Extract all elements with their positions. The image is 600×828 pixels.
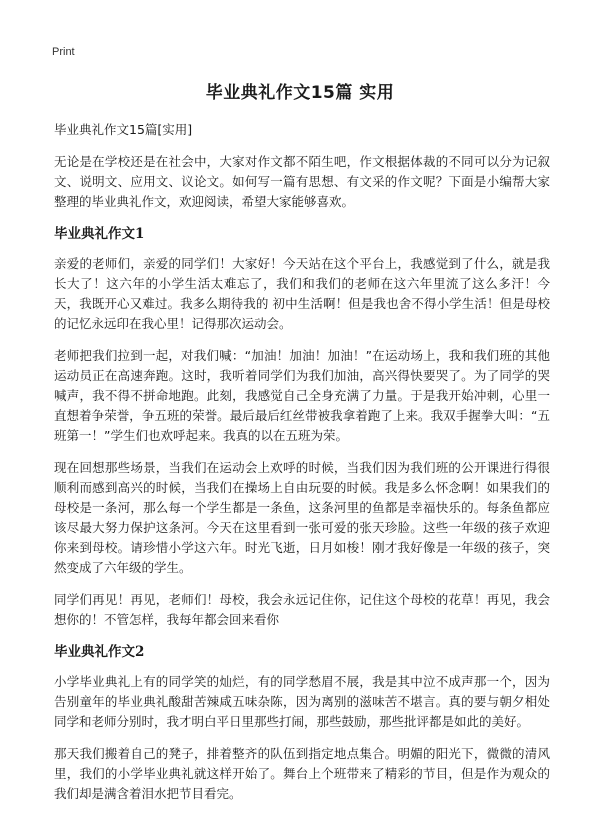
section-1-paragraph-2: 老师把我们拉到一起，对我们喊：“加油！加油！加油！”在运动场上，我和我们班的其他运动员正在高速奔跑。这时，我听着同学们为我们加油，高兴得快要哭了。为了同学的哭喊声，我不得不拼命地跑。此刻，我感觉自己全身充满了力量。于是我开始冲刺，心里一直想着争荣誉，争五班的荣誉。最后最后红丝带被我拿着跑了上来。我双手握拳大叫：“五班第一！”学生们也欢呼起来。我真的以在五班为荣。 [54, 348, 550, 443]
section-2-paragraph-1: 小学毕业典礼上有的同学笑的灿烂，有的同学愁眉不展，我是其中泣不成声那一个，因为告别童年的毕业典礼酸甜苦辣咸五味杂陈，因为离别的滋味苦不堪言。真的要与朝夕相处同学和老师分别时，我才明白平日里那些打闹，那些鼓励，那些批评都是如此的美好。 [54, 674, 550, 729]
section-1-paragraph-3: 现在回想那些场景，当我们在运动会上欢呼的时候，当我们因为我们班的公开课进行得很顺利而感到高兴的时候，当我们在操场上自由玩耍的时候。我是多么怀念啊！如果我们的母校是一条河，那么每一个学生都是一条鱼，这条河里的鱼都是幸福快乐的。每条鱼都应该尽最大努力保护这条河。今天在这里看到一张可爱的张天珍脸。这些一年级的孩子欢迎你来到母校。请珍惜小学这六年。时光飞逝，日月如梭！刚才我好像是一年级的孩子，突然变成了六年级的学生。 [54, 460, 550, 575]
article-body [54, 120, 550, 816]
section-1-paragraph-4: 同学们再见！再见，老师们！母校，我会永远记住你，记住这个母校的花草！再见，我会想你的！不管怎样，我每年都会回来看你 [54, 592, 550, 627]
print-link[interactable]: Print [52, 46, 75, 58]
section-heading-1: 毕业典礼作文1 [54, 226, 145, 242]
section-1-paragraph-1: 亲爱的老师们，亲爱的同学们！大家好！今天站在这个平台上，我感觉到了什么，就是我长大了！这六年的小学生活太难忘了，我们和我们的老师在这六年里流了这么多汗！今天，我既开心又难过。我多么期待我的 初中生活啊！但是我也舍不得小学生活！但是母校的记忆永远印在我心里！记得那次运动会。 [54, 256, 550, 331]
section-heading-2: 毕业典礼作文2 [54, 644, 145, 660]
intro-paragraph: 无论是在学校还是在社会中，大家对作文都不陌生吧，作文根据体裁的不同可以分为记叙文、说明文、应用文、议论文。如何写一篇有思想、有文采的作文呢？下面是小编帮大家整理的毕业典礼作文，欢迎阅读，希望大家能够喜欢。 [54, 154, 550, 209]
page-title: 毕业典礼作文15篇 实用 [205, 83, 395, 103]
article-subtitle: 毕业典礼作文15篇[实用] [54, 122, 193, 137]
section-2-paragraph-2: 那天我们搬着自己的凳子，排着整齐的队伍到指定地点集合。明媚的阳光下，微微的清风里，我们的小学毕业典礼就这样开始了。舞台上个班带来了精彩的节目，但是作为观众的我们却是满含着泪水把节目看完。 [54, 746, 550, 801]
